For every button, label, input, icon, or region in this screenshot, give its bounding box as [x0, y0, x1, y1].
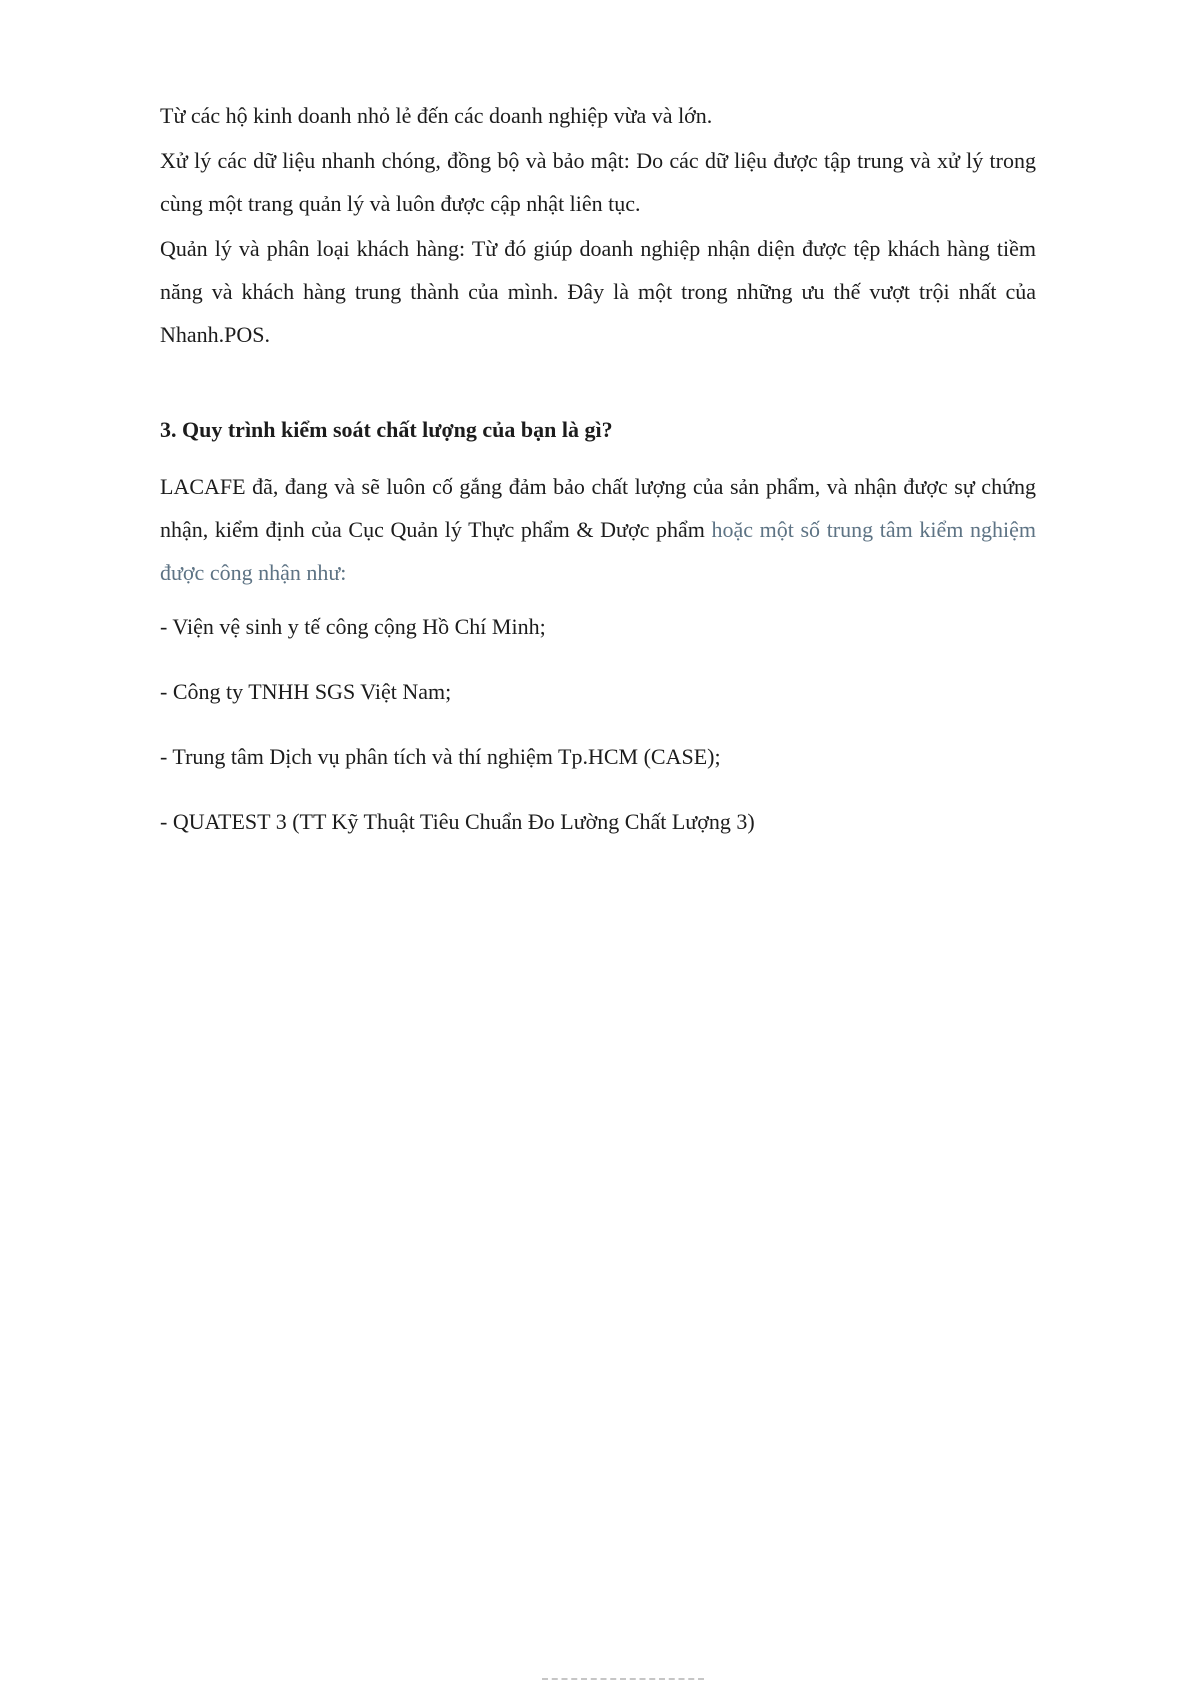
paragraph-data-processing: Xử lý các dữ liệu nhanh chóng, đồng bộ và bảo mật: Do các dữ liệu được tập trung và xử lý trong cùng một trang quản lý và luôn được cập nhật liên tục. [160, 148, 1036, 216]
list-item-case-center: - Trung tâm Dịch vụ phân tích và thí nghiệm Tp.HCM (CASE); [160, 744, 721, 769]
list-item-sgs-vietnam: - Công ty TNHH SGS Việt Nam; [160, 679, 452, 704]
certification-list [160, 605, 1036, 843]
list-item-institute-hcm: - Viện vệ sinh y tế công cộng Hồ Chí Minh; [160, 614, 546, 639]
page-bottom-cutoff-artifact [542, 1678, 704, 1687]
document-body [160, 94, 1036, 865]
paragraph-lacafe-quality-muted-text: hoặc một số trung tâm kiểm nghiệm được công nhận như: [160, 517, 1036, 585]
paragraph-lacafe-quality-main-text: LACAFE đã, đang và sẽ luôn cố gắng đảm bảo chất lượng của sản phẩm, và nhận được sự chứng nhận, kiểm định của Cục Quản lý Thực phẩm & Dược phẩm [160, 474, 1036, 542]
paragraph-intro-scope: Từ các hộ kinh doanh nhỏ lẻ đến các doanh nghiệp vừa và lớn. [160, 103, 713, 128]
list-item-quatest-3: - QUATEST 3 (TT Kỹ Thuật Tiêu Chuẩn Đo Lường Chất Lượng 3) [160, 809, 755, 834]
section-heading-quality-control: 3. Quy trình kiểm soát chất lượng của bạn là gì? [160, 417, 613, 442]
paragraph-customer-management: Quản lý và phân loại khách hàng: Từ đó giúp doanh nghiệp nhận diện được tệp khách hàng tiềm năng và khách hàng trung thành của mình. Đây là một trong những ưu thế vượt trội nhất của Nhanh.POS. [160, 236, 1036, 347]
paragraph-lacafe-quality [160, 465, 1036, 594]
